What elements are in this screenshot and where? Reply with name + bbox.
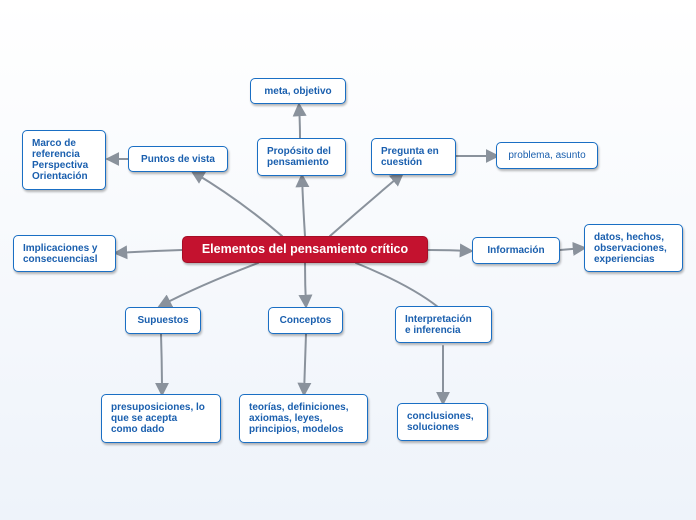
connector-informacion-datos [560, 248, 584, 250]
node-informacion[interactable]: Información [472, 237, 560, 264]
node-conclusiones[interactable]: conclusiones, soluciones [397, 403, 488, 441]
connector-center-implicaciones [116, 250, 182, 253]
node-supuestos[interactable]: Supuestos [125, 307, 201, 334]
connector-center-proposito [302, 176, 305, 236]
node-implicaciones[interactable]: Implicaciones y consecuenciasl [13, 235, 116, 272]
connector-center-informacion [428, 250, 471, 251]
node-pregunta[interactable]: Pregunta en cuestión [371, 138, 456, 175]
node-meta[interactable]: meta, objetivo [250, 78, 346, 104]
connector-center-pregunta [330, 174, 402, 236]
node-marco[interactable]: Marco de referencia Perspectiva Orientación [22, 130, 106, 190]
connector-center-interpretacion [356, 263, 438, 307]
node-presuposiciones[interactable]: presuposiciones, lo que se acepta como dado [101, 394, 221, 443]
connector-proposito-meta [299, 105, 300, 138]
connector-supuestos-presuposiciones [161, 334, 162, 394]
connector-conceptos-teorias [304, 334, 306, 394]
connector-center-supuestos [160, 263, 258, 306]
node-datos[interactable]: datos, hechos, observaciones, experiencias [584, 224, 683, 272]
node-teorias[interactable]: teorías, definiciones, axiomas, leyes, principios, modelos [239, 394, 368, 443]
central-topic[interactable]: Elementos del pensamiento crítico [182, 236, 428, 263]
node-proposito[interactable]: Propósito del pensamiento [257, 138, 346, 176]
connector-center-conceptos [305, 263, 306, 306]
node-puntos-vista[interactable]: Puntos de vista [128, 146, 228, 172]
node-interpretacion[interactable]: Interpretación e inferencia [395, 306, 492, 343]
node-conceptos[interactable]: Conceptos [268, 307, 343, 334]
connector-center-puntos [193, 172, 282, 236]
node-problema[interactable]: problema, asunto [496, 142, 598, 169]
